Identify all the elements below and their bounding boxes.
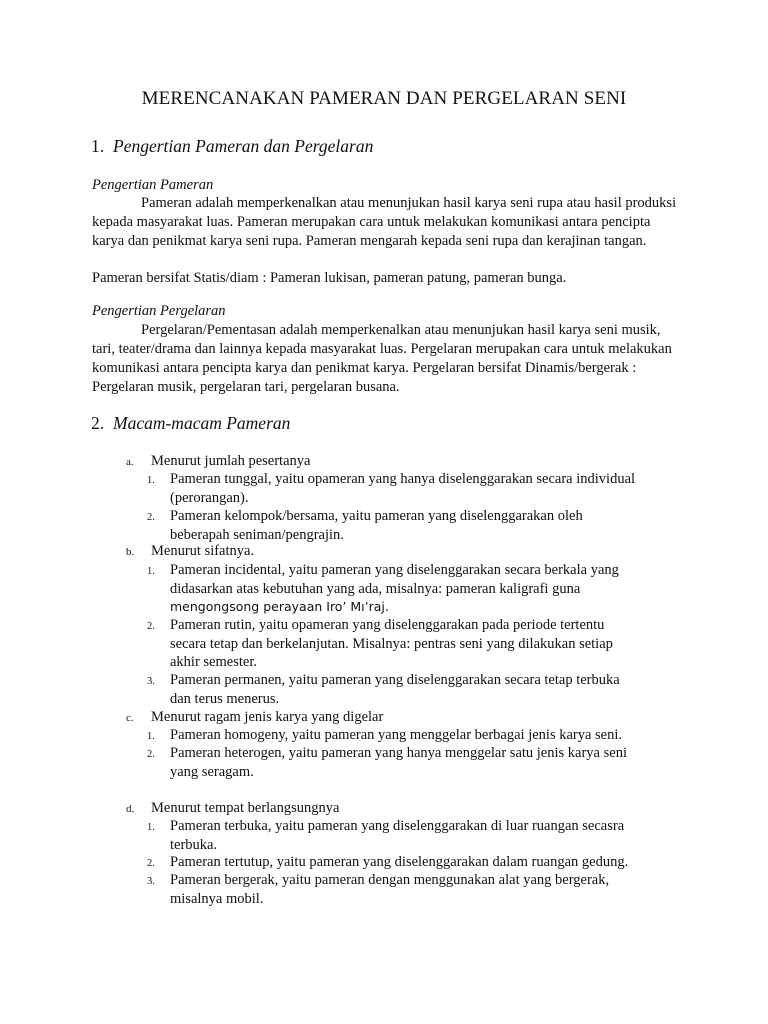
list-number: 1. xyxy=(147,475,155,486)
list-number: 2. xyxy=(147,749,155,760)
list-item-line: terbuka. xyxy=(170,836,218,853)
list-item-line: Pameran rutin, yaitu opameran yang diselenggarakan pada periode tertentu xyxy=(170,617,605,633)
list-item xyxy=(170,853,670,872)
list-item-line: Pameran bergerak, yaitu pameran dengan menggunakan alat yang bergerak, xyxy=(170,872,610,888)
list-group-label: Menurut jumlah pesertanya xyxy=(151,453,311,469)
list-item-line: dan terus menerus. xyxy=(170,690,280,707)
list-item xyxy=(170,671,670,708)
document-title: MERENCANAKAN PAMERAN DAN PERGELARAN SENI xyxy=(141,88,627,109)
list-item xyxy=(170,616,670,672)
list-letter: c. xyxy=(126,712,134,724)
list-number: 1. xyxy=(147,566,155,577)
list-item-line: secara tetap dan berkelanjutan. Misalnya: pentras seni yang dilakukan setiap xyxy=(170,635,613,652)
list-item-line: Pameran tertutup, yaitu pameran yang diselenggarakan dalam ruangan gedung. xyxy=(170,854,629,870)
pameran-note: Pameran bersifat Statis/diam : Pameran lukisan, pameran patung, pameran bunga. xyxy=(92,270,567,286)
list-number: 2. xyxy=(147,621,155,632)
list-item xyxy=(170,470,670,507)
pameran-subheading: Pengertian Pameran xyxy=(92,177,214,193)
list-item-line: Pameran permanen, yaitu pameran yang diselenggarakan secara tetap terbuka xyxy=(170,672,620,688)
list-item-line: Pameran homogeny, yaitu pameran yang menggelar berbagai jenis karya seni. xyxy=(170,727,623,743)
list-number: 2. xyxy=(147,512,155,523)
list-item-line: misalnya mobil. xyxy=(170,890,264,907)
list-item-line: Pameran incidental, yaitu pameran yang diselenggarakan secara berkala yang xyxy=(170,562,619,578)
section-2-title: Macam-macam Pameran xyxy=(113,413,291,433)
list-group-label: Menurut tempat berlangsungnya xyxy=(151,800,340,816)
list-number: 3. xyxy=(147,876,155,887)
list-letter: d. xyxy=(126,803,135,815)
list-number: 2. xyxy=(147,858,155,869)
pergelaran-subheading: Pengertian Pergelaran xyxy=(92,303,226,319)
section-1-number: 1. xyxy=(91,136,105,156)
list-item-line: beberapah seniman/pengrajin. xyxy=(170,526,344,543)
list-item-line: akhir semester. xyxy=(170,654,257,670)
list-item xyxy=(170,871,670,908)
list-item xyxy=(170,817,670,854)
list-item-line: Pameran kelompok/bersama, yaitu pameran yang diselenggarakan oleh xyxy=(170,508,583,524)
list-item-line: Pameran tunggal, yaitu opameran yang hanya diselenggarakan secara individual xyxy=(170,471,636,487)
list-group-label: Menurut ragam jenis karya yang digelar xyxy=(151,709,384,725)
list-letter: b. xyxy=(126,546,135,558)
list-item-line: (perorangan). xyxy=(170,489,249,506)
list-group-label: Menurut sifatnya. xyxy=(151,543,255,559)
list-number: 1. xyxy=(147,822,155,833)
list-number: 1. xyxy=(147,731,155,742)
list-item-line: Pameran heterogen, yaitu pameran yang hanya menggelar satu jenis karya seni xyxy=(170,745,627,761)
list-number: 3. xyxy=(147,676,155,687)
list-item xyxy=(170,507,670,544)
list-item-line: yang seragam. xyxy=(170,763,254,780)
pergelaran-paragraph xyxy=(92,321,682,397)
pergelaran-paragraph-text: Pergelaran/Pementasan adalah memperkenalkan atau menunjukan hasil karya seni musik, tari, teater/drama dan lainnya kepada masyarakat luas. Pergelaran merupakan cara untuk melakukan komunikasi antara pencipta karya dan penikmat karya. Pergelaran bersifat Dinamis/bergerak : Pergelaran musik, pergelaran tari, pergelaran busana. xyxy=(92,322,672,395)
list-item-line: Pameran terbuka, yaitu pameran yang diselenggarakan di luar ruangan secasra xyxy=(170,818,625,834)
list-item xyxy=(170,744,670,781)
pameran-paragraph-text: Pameran adalah memperkenalkan atau menunjukan hasil karya seni rupa atau hasil produksi kepada masyarakat luas. Pameran merupakan cara untuk melakukan komunikasi antara pencipta karya dan penikmat karya seni rupa. Pameran mengarah kepada seni rupa dan kerajinan tangan. xyxy=(92,195,677,249)
pameran-paragraph xyxy=(92,194,682,251)
section-1-title: Pengertian Pameran dan Pergelaran xyxy=(113,136,374,156)
section-2-number: 2. xyxy=(91,413,105,433)
list-item-line: mengongsong perayaan Iro’ Mı’raj. xyxy=(170,599,389,614)
list-item xyxy=(170,561,670,617)
list-item-line: didasarkan atas kebutuhan yang ada, misalnya: pameran kaligrafi guna xyxy=(170,580,581,597)
list-letter: a. xyxy=(126,456,134,468)
section-2-heading xyxy=(91,413,290,434)
list-item xyxy=(170,726,670,745)
section-1-heading xyxy=(91,136,373,157)
